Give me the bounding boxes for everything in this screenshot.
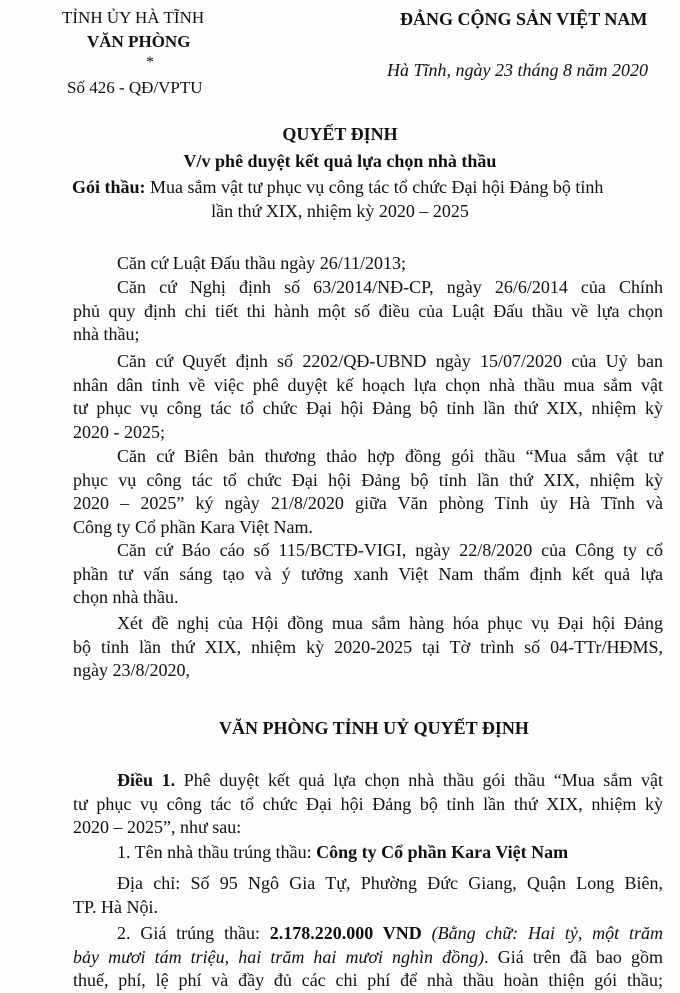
basis-line: phục vụ công tác tổ chức Đại hội Đảng bộ tỉnh lần thứ XIX, nhiệm kỳ: [73, 469, 663, 490]
basis-line: Căn cứ Quyết định số 2202/QĐ-UBND ngày 15/07/2020 của Uỷ ban: [117, 351, 663, 371]
article-1-line-2: tư phục vụ công tác tổ chức Đại hội Đảng bộ tỉnh lần thứ XIX, nhiệm kỳ: [73, 793, 663, 814]
price-words-2: bảy mươi tám triệu, hai trăm hai mươi nghìn đồng): [73, 946, 485, 967]
basis-3: [73, 350, 663, 444]
basis-line: nhân dân tỉnh về việc phê duyệt kế hoạch lựa chọn nhà thầu mua sắm vật: [73, 374, 663, 395]
basis-line: 2020 – 2025” ký ngày 21/8/2020 giữa Văn phòng Tỉnh ủy Hà Tĩnh và: [73, 493, 663, 513]
document-title: QUYẾT ĐỊNH: [282, 124, 398, 144]
basis-6: [73, 612, 663, 683]
basis-line: tư phục vụ công tác tổ chức Đại hội Đảng bộ tỉnh lần thứ XIX, nhiệm kỳ: [73, 398, 663, 418]
package-label: Gói thầu:: [72, 177, 146, 197]
header-star: *: [146, 54, 154, 71]
article-1-line-1: [73, 769, 663, 793]
contractor-address: [73, 872, 663, 919]
package-text-1: Mua sắm vật tư phục vụ công tác tổ chức Đại hội Đảng bộ tỉnh: [145, 177, 604, 197]
document-number: Số 426 - QĐ/VPTU: [67, 78, 203, 97]
basis-4: [73, 445, 663, 539]
basis-line: Căn cứ Luật Đấu thầu ngày 26/11/2013;: [117, 253, 407, 273]
basis-line: chọn nhà thầu.: [73, 587, 179, 607]
address-line-1: Địa chỉ: Số 95 Ngô Gia Tự, Phường Đức Giang, Quận Long Biên,: [117, 873, 663, 893]
basis-line: Căn cứ Biên bản thương thảo hợp đồng gói thầu “Mua sắm vật tư: [117, 446, 663, 466]
basis-line: Căn cứ Nghị định số 63/2014/NĐ-CP, ngày 26/6/2014 của Chính: [117, 277, 663, 297]
winning-contractor-label: 1. Tên nhà thầu trúng thầu:: [117, 842, 317, 862]
winning-contractor-name: Công ty Cổ phần Kara Việt Nam: [316, 842, 569, 862]
basis-line: 2020 - 2025;: [73, 421, 165, 442]
article-1-line-3: 2020 – 2025”, như sau:: [73, 817, 242, 837]
price-line-3: thuế, phí, lệ phí và đầy đủ các chi phí để nhà thầu hoàn thiện gói thầu;: [73, 970, 663, 990]
article-1: [73, 769, 663, 840]
basis-line: Căn cứ Báo cáo số 115/BCTĐ-VIGI, ngày 22/8/2020 của Công ty cổ: [117, 540, 663, 560]
winning-contractor-line: [73, 841, 663, 865]
package-line-1: [72, 177, 603, 198]
basis-1: [73, 252, 663, 276]
price-note: . Giá trên đã bao gồm: [484, 946, 663, 967]
party-name: ĐẢNG CỘNG SẢN VIỆT NAM: [400, 9, 648, 29]
package-line-2: lần thứ XIX, nhiệm kỳ 2020 – 2025: [211, 201, 469, 221]
price-label: 2. Giá trúng thầu:: [117, 923, 270, 943]
price-value: 2.178.220.000 VND: [269, 923, 422, 943]
basis-line: phần tư vấn sáng tạo và ý tưởng xanh Việt Nam thẩm định kết quả lựa: [73, 563, 663, 584]
price-words-1: (Bằng chữ: Hai tỷ, một trăm: [421, 923, 663, 943]
basis-line: Công ty Cổ phần Kara Việt Nam.: [73, 516, 314, 537]
decision-heading: VĂN PHÒNG TỈNH UỶ QUYẾT ĐỊNH: [219, 718, 529, 738]
basis-line: bộ tỉnh lần thứ XIX, nhiệm kỳ 2020-2025 tại Tờ trình số 04-TTr/HĐMS,: [73, 636, 663, 657]
address-line-2: TP. Hà Nội.: [73, 896, 158, 917]
winning-contractor: [73, 841, 663, 865]
org-name: TỈNH ỦY HÀ TĨNH: [62, 8, 205, 27]
basis-line: nhà thầu;: [73, 324, 140, 344]
price-line-1: [73, 922, 663, 946]
document-subject: V/v phê duyệt kết quả lựa chọn nhà thầu: [183, 151, 497, 171]
document-date: Hà Tĩnh, ngày 23 tháng 8 năm 2020: [387, 60, 648, 80]
basis-5: [73, 539, 663, 610]
basis-line: phủ quy định chi tiết thi hành một số điều của Luật Đấu thầu về lựa chọn: [73, 300, 663, 321]
price-line-2: [73, 946, 663, 970]
basis-line: Xét đề nghị của Hội đồng mua sắm hàng hóa phục vụ Đại hội Đảng: [117, 613, 663, 633]
article-1-label: Điều 1.: [117, 770, 176, 790]
article-1-text-1: Phê duyệt kết quả lựa chọn nhà thầu gói thầu “Mua sắm vật: [175, 770, 663, 790]
basis-2: [73, 276, 663, 347]
basis-line: ngày 23/8/2020,: [73, 660, 190, 680]
office-name: VĂN PHÒNG: [87, 32, 191, 51]
